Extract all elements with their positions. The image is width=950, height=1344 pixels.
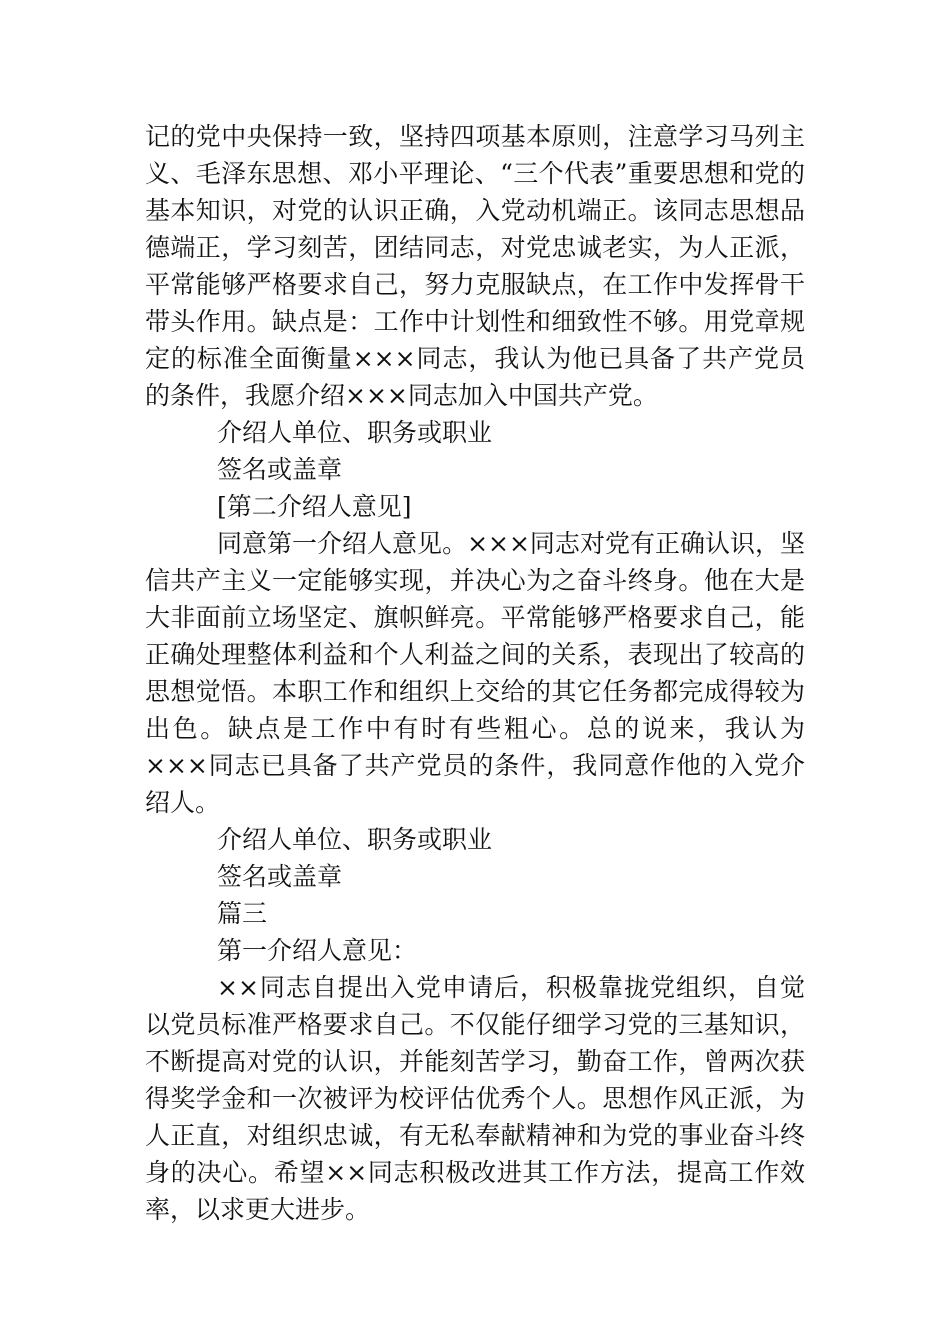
signature-or-seal-line: 签名或盖章: [217, 455, 343, 484]
introducer-unit-position-line: 介绍人单位、职务或职业: [217, 825, 493, 854]
introducer-unit-position-line: 介绍人单位、职务或职业: [217, 418, 493, 447]
second-introducer-heading: [第二介绍人意见]: [217, 492, 412, 521]
section-heading: 篇三: [217, 899, 268, 928]
signature-or-seal-line: 签名或盖章: [217, 862, 343, 891]
first-introducer-heading: 第一介绍人意见：: [217, 936, 418, 965]
paragraph-second-introducer-opinion: 同意第一介绍人意见。×××同志对党有正确认识，坚信共产主义一定能够实现，并决心为之奋斗终身。他在大是大非面前立场坚定、旗帜鲜亮。平常能够严格要求自己，能正确处理整体利益和个人利益之间的关系，表现出了较高的思想觉悟。本职工作和组织上交给的其它任务都完成得较为出色。缺点是工作中有时有些粗心。总的说来，我认为×××同志已具备了共产党员的条件，我同意作他的入党介绍人。: [145, 529, 805, 817]
document-body: [145, 118, 805, 1228]
paragraph-first-introducer-opinion: ××同志自提出入党申请后，积极靠拢党组织，自觉以党员标准严格要求自己。不仅能仔细学习党的三基知识，不断提高对党的认识，并能刻苦学习，勤奋工作，曾两次获得奖学金和一次被评为校评估优秀个人。思想作风正派，为人正直，对组织忠诚，有无私奉献精神和为党的事业奋斗终身的决心。希望××同志积极改进其工作方法，提高工作效率，以求更大进步。: [145, 973, 805, 1224]
paragraph-first-introducer-opinion-continued: 记的党中央保持一致，坚持四项基本原则，注意学习马列主义、毛泽东思想、邓小平理论、“三个代表”重要思想和党的基本知识，对党的认识正确，入党动机端正。该同志思想品德端正，学习刻苦，团结同志，对党忠诚老实，为人正派，平常能够严格要求自己，努力克服缺点，在工作中发挥骨干带头作用。缺点是：工作中计划性和细致性不够。用党章规定的标准全面衡量×××同志，我认为他已具备了共产党员的条件，我愿介绍×××同志加入中国共产党。: [145, 122, 805, 410]
